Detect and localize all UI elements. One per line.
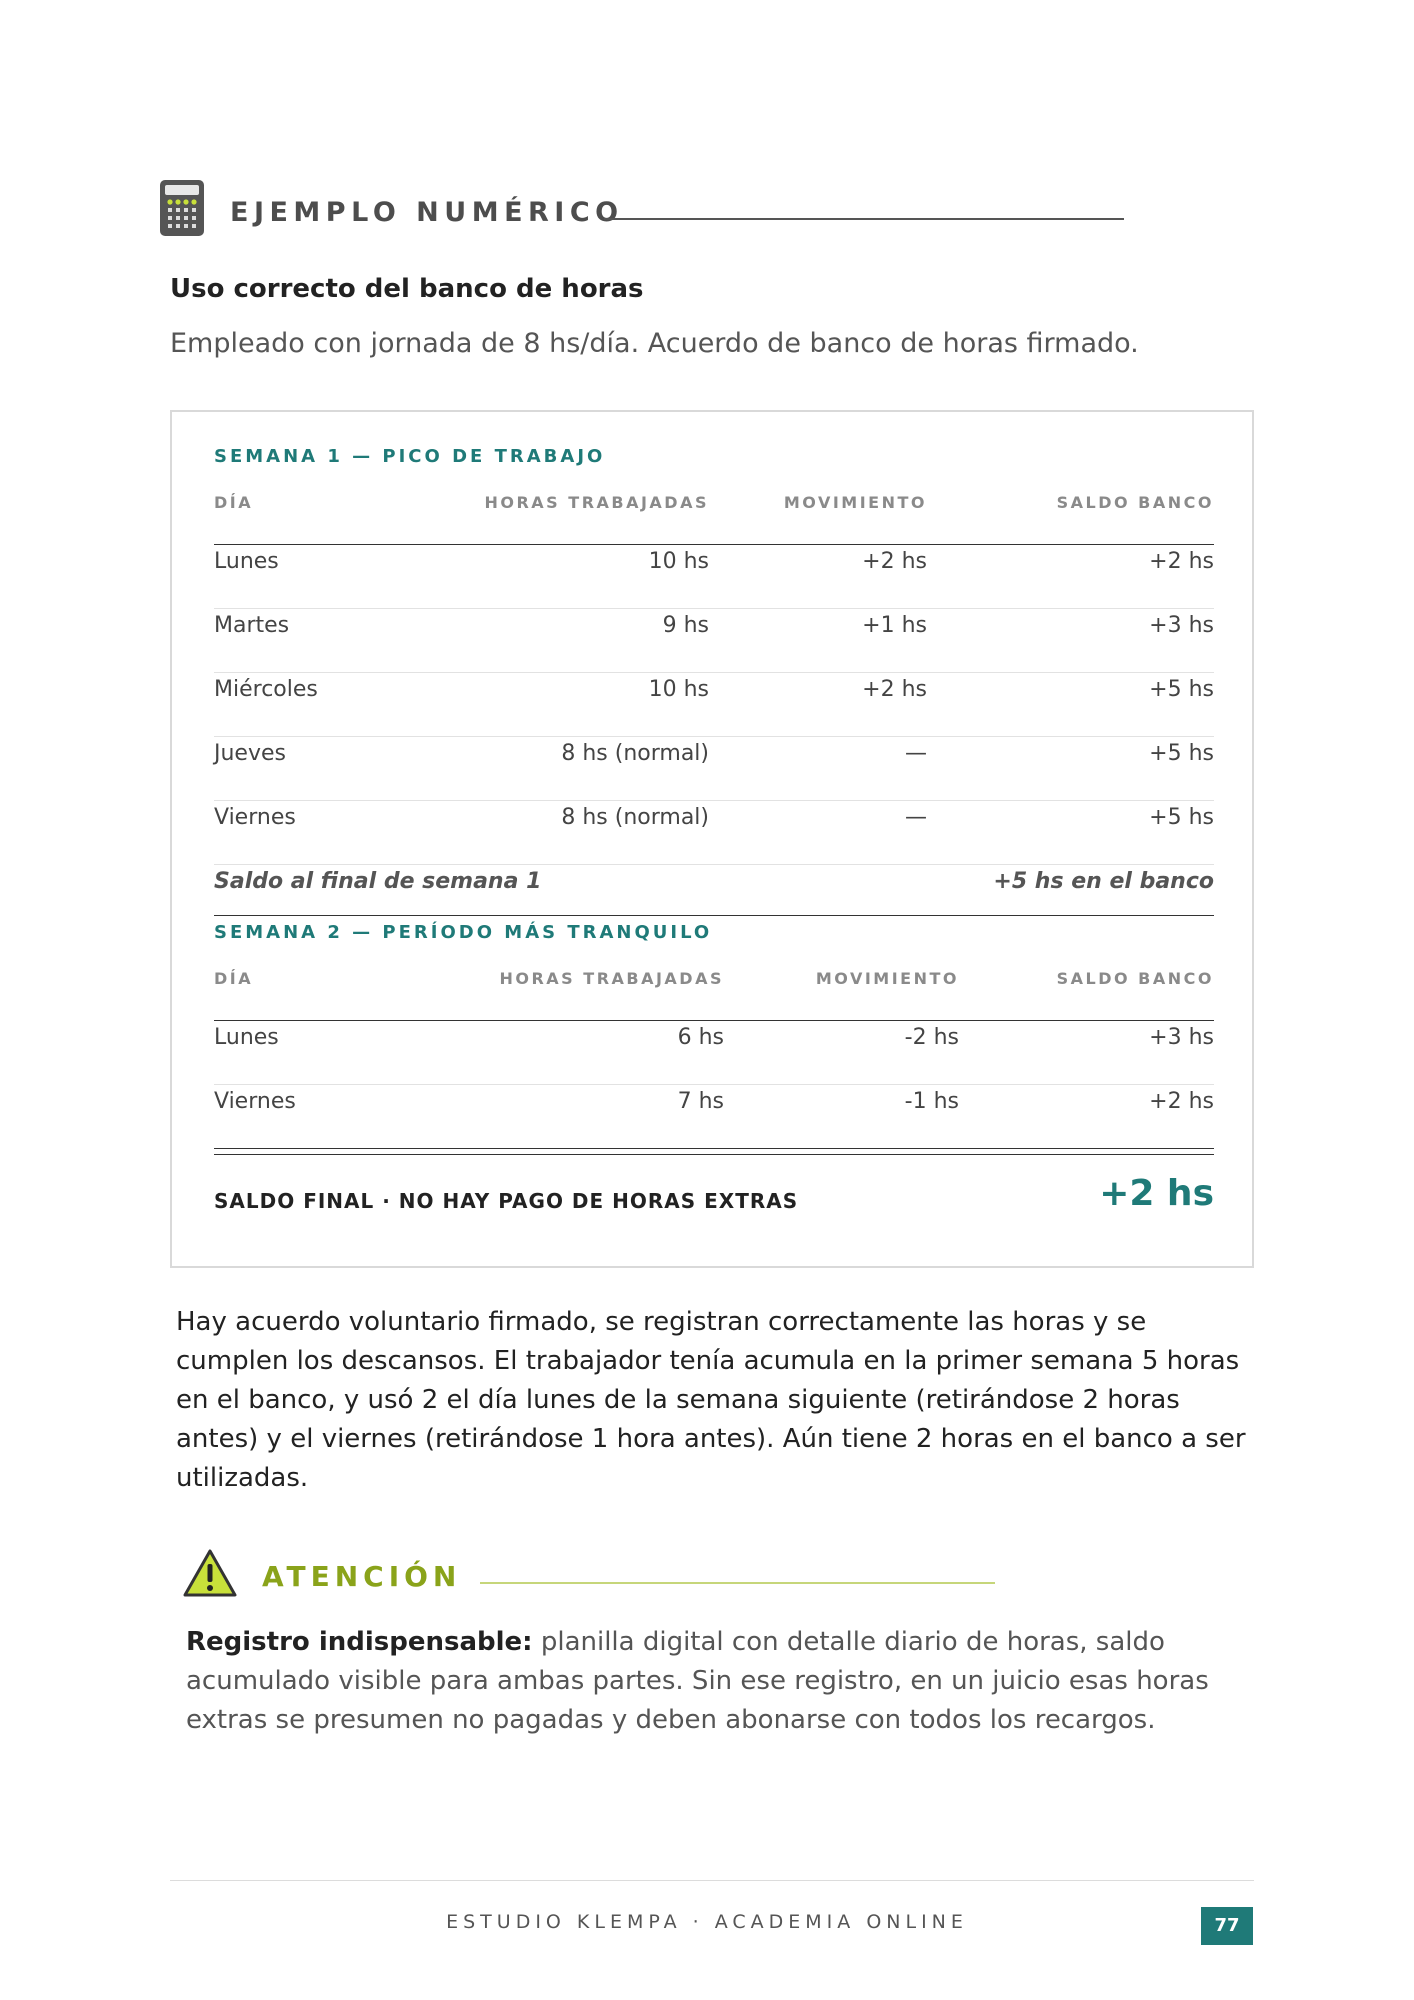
- week2-table: [214, 969, 1214, 1149]
- attention-divider: [480, 1582, 995, 1584]
- week2-title: SEMANA 2 — PERÍODO MÁS TRANQUILO: [214, 922, 713, 943]
- cell-movement: +2 hs: [709, 673, 927, 737]
- example-subtitle: Uso correcto del banco de horas: [170, 274, 644, 304]
- cell-movement: —: [709, 801, 927, 865]
- cell-hours: 6 hs: [374, 1021, 724, 1085]
- cell-hours: 10 hs: [389, 673, 709, 737]
- cell-hours: 7 hs: [374, 1085, 724, 1149]
- attention-bold-lead: Registro indispensable:: [186, 1627, 533, 1657]
- cell-movement: +2 hs: [709, 545, 927, 609]
- attention-paragraph: [186, 1623, 1246, 1740]
- cell-day: Jueves: [214, 737, 389, 801]
- cell-hours: 8 hs (normal): [389, 737, 709, 801]
- table-row: [214, 1021, 1214, 1085]
- calculator-icon: [160, 180, 204, 236]
- cell-hours: 10 hs: [389, 545, 709, 609]
- cell-balance: +3 hs: [959, 1021, 1214, 1085]
- cell-day: Viernes: [214, 1085, 374, 1149]
- week1-summary-row: [214, 865, 1214, 916]
- week1-summary-label: Saldo al final de semana 1: [214, 865, 709, 916]
- final-balance-label: SALDO FINAL · NO HAY PAGO DE HORAS EXTRAS: [214, 1189, 799, 1213]
- cell-day: Miércoles: [214, 673, 389, 737]
- col-header-day: DÍA: [214, 969, 374, 1021]
- final-balance-value: +2 hs: [1099, 1173, 1214, 1214]
- table-row: [214, 673, 1214, 737]
- cell-balance: +3 hs: [927, 609, 1214, 673]
- table-row: [214, 1085, 1214, 1149]
- cell-balance: +5 hs: [927, 673, 1214, 737]
- attention-text: planilla digital con detalle diario de horas, saldo acumulado visible para ambas partes. Sin ese registro, en un juicio esas horas extras se presumen no pagadas y deben abonarse con todos los recargos.: [186, 1627, 1209, 1735]
- cell-day: Viernes: [214, 801, 389, 865]
- col-header-day: DÍA: [214, 493, 389, 545]
- cell-day: Martes: [214, 609, 389, 673]
- final-balance-row: [214, 1154, 1214, 1215]
- cell-balance: +5 hs: [927, 737, 1214, 801]
- cell-movement: -1 hs: [724, 1085, 959, 1149]
- warning-icon: [182, 1548, 238, 1598]
- page-number: 77: [1201, 1907, 1253, 1945]
- cell-day: Lunes: [214, 1021, 374, 1085]
- table-header-row: [214, 493, 1214, 545]
- col-header-hours: HORAS TRABAJADAS: [389, 493, 709, 545]
- attention-title: ATENCIÓN: [262, 1560, 462, 1593]
- footer-text: ESTUDIO KLEMPA · ACADEMIA ONLINE: [446, 1911, 968, 1933]
- cell-movement: +1 hs: [709, 609, 927, 673]
- cell-movement: -2 hs: [724, 1021, 959, 1085]
- table-row: [214, 801, 1214, 865]
- example-lead: Empleado con jornada de 8 hs/día. Acuerdo de banco de horas firmado.: [170, 328, 1139, 359]
- week1-block: [214, 446, 1214, 916]
- col-header-balance: SALDO BANCO: [927, 493, 1214, 545]
- cell-balance: +5 hs: [927, 801, 1214, 865]
- col-header-hours: HORAS TRABAJADAS: [374, 969, 724, 1021]
- explanation-paragraph: Hay acuerdo voluntario firmado, se registran correctamente las horas y se cumplen los descansos. El trabajador tenía acumula en la primer semana 5 horas en el banco, y usó 2 el día lunes de la semana siguiente (retirándose 2 horas antes) y el viernes (retirándose 1 hora antes). Aún tiene 2 horas en el banco a ser utilizadas.: [176, 1307, 1246, 1493]
- table-row: [214, 737, 1214, 801]
- hours-bank-card: [170, 410, 1254, 1268]
- table-row: [214, 545, 1214, 609]
- cell-hours: 8 hs (normal): [389, 801, 709, 865]
- footer-divider: [170, 1880, 1254, 1881]
- week2-block: [214, 922, 1214, 1149]
- section-title: EJEMPLO NUMÉRICO: [230, 197, 624, 228]
- col-header-movement: MOVIMIENTO: [709, 493, 927, 545]
- week1-title: SEMANA 1 — PICO DE TRABAJO: [214, 446, 606, 467]
- cell-movement: —: [709, 737, 927, 801]
- table-row: [214, 609, 1214, 673]
- col-header-movement: MOVIMIENTO: [724, 969, 959, 1021]
- week1-summary-value: +5 hs en el banco: [709, 865, 1214, 916]
- cell-hours: 9 hs: [389, 609, 709, 673]
- table-header-row: [214, 969, 1214, 1021]
- cell-balance: +2 hs: [927, 545, 1214, 609]
- col-header-balance: SALDO BANCO: [959, 969, 1214, 1021]
- cell-balance: +2 hs: [959, 1085, 1214, 1149]
- cell-day: Lunes: [214, 545, 389, 609]
- week1-table: [214, 493, 1214, 916]
- title-divider: [604, 218, 1124, 220]
